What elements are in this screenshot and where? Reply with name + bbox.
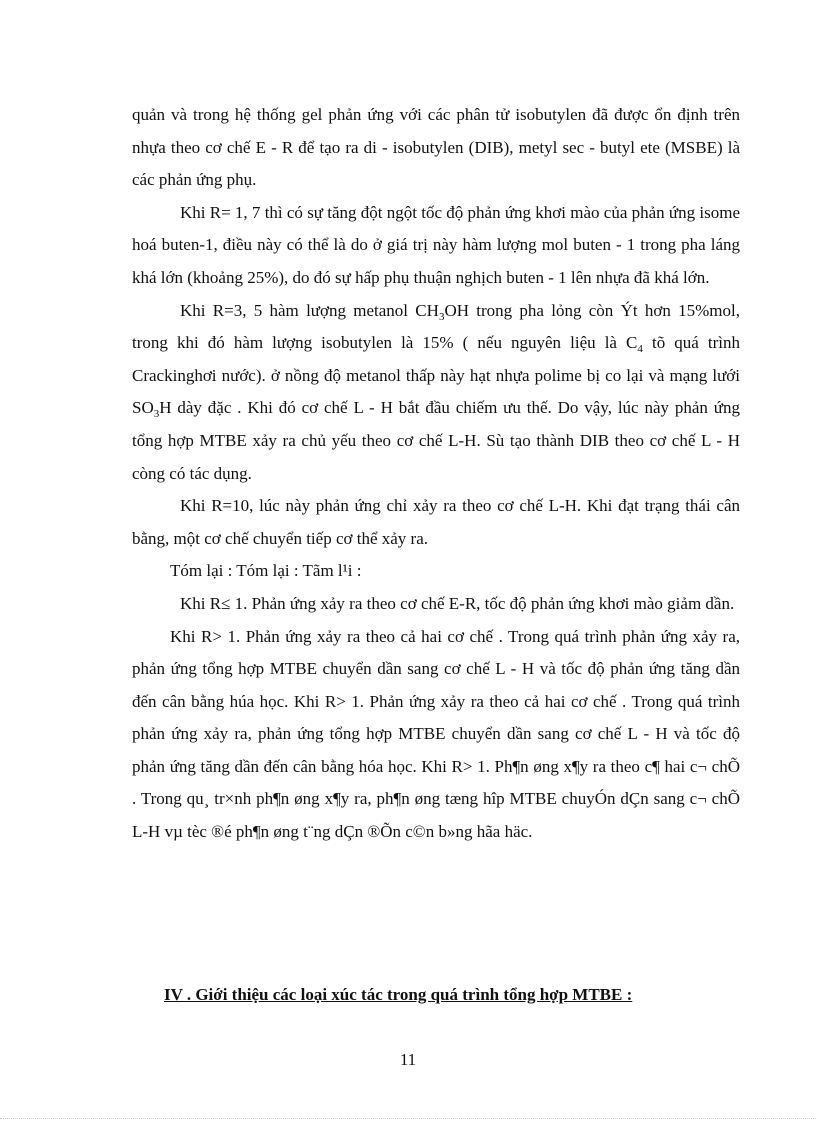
paragraph-r-1-7: Khi R= 1, 7 thì có sự tăng đột ngột tốc độ phản ứng khơi mào của phản ứng isome hoá buten-1, điều này có thể là do ở giá trị này hàm lượng mol buten - 1 trong pha láng khá lớn (khoảng 25%), do đó sự hấp phụ thuận nghịch buten - 1 lên nhựa đã khá lớn.	[132, 202, 740, 287]
paragraph-r-10: Khi R=10, lúc này phản ứng chỉ xảy ra theo cơ chế L-H. Khi đạt trạng thái cân bằng, một cơ chế chuyển tiếp cơ thể xảy ra.	[132, 496, 740, 548]
paragraph-r-le-1: Khi R≤ 1. Phản ứng xảy ra theo cơ chế E-R, tốc độ phản ứng khơi mào giảm dần.	[180, 593, 735, 613]
section-heading: IV . Giới thiệu các loại xúc tác trong quá trình tổng hợp MTBE :	[164, 985, 633, 1004]
page-number: 11	[399, 1050, 417, 1069]
paragraph-r-gt-1: Khi R> 1. Phản ứng xảy ra theo cả hai cơ chế . Trong quá trình phản ứng xảy ra, phản ứng tổng hợp MTBE chuyển dần sang cơ chế L - H và tốc độ phản ứng tăng dần đến cân bằng húa học. Khi R> 1. Phản ứng xảy ra theo cả hai cơ chế . Trong quá trình phản ứng xảy ra, phản ứng tổng hợp MTBE chuyển dần sang cơ chế L - H và tốc độ phản ứng tăng dần đến cân bằng hóa học. Khi R> 1. Ph¶n øng x¶y ra theo c¶ hai c¬ chÕ . Trong qu¸ tr×nh ph¶n øng x¶y ra, ph¶n øng tæng hîp MTBE chuyÓn dÇn sang c¬ chÕ L-H vµ tèc ®é ph¶n øng t¨ng dÇn ®Õn c©n b»ng hãa häc.	[132, 626, 740, 842]
summary-label: Tóm lại : Tóm lại : Tãm l¹i :	[170, 561, 362, 581]
paragraph-continuation: quản và trong hệ thống gel phản ứng với các phân tử isobutylen đã được ổn định trên nhựa theo cơ chế E - R để tạo ra di - isobutylen (DIB), metyl sec - butyl ete (MSBE) là các phản ứng phụ.	[132, 105, 740, 190]
page-bottom-border	[0, 1118, 816, 1119]
body-text	[132, 99, 740, 849]
paragraph-r-3-5: Khi R=3, 5 hàm lượng metanol $CH_3OH$ trong pha lỏng còn Ýt hơn 15%mol, trong khi đó hàm lượng isobutylen là 15% ( nếu nguyên liệu là $C_4$ tõ quá trình Crackinghơi nước). ở nồng độ metanol thấp này hạt nhựa polime bị co lại và mạng lưới $SO_3H$ dày đặc . Khi đó cơ chế L - H bắt đầu chiếm ưu thế. Do vậy, lúc này phản ứng tổng hợp MTBE xảy ra chủ yếu theo cơ chế L-H. Sù tạo thành DIB theo cơ chế L - H còng có tác dụng.	[132, 300, 740, 483]
